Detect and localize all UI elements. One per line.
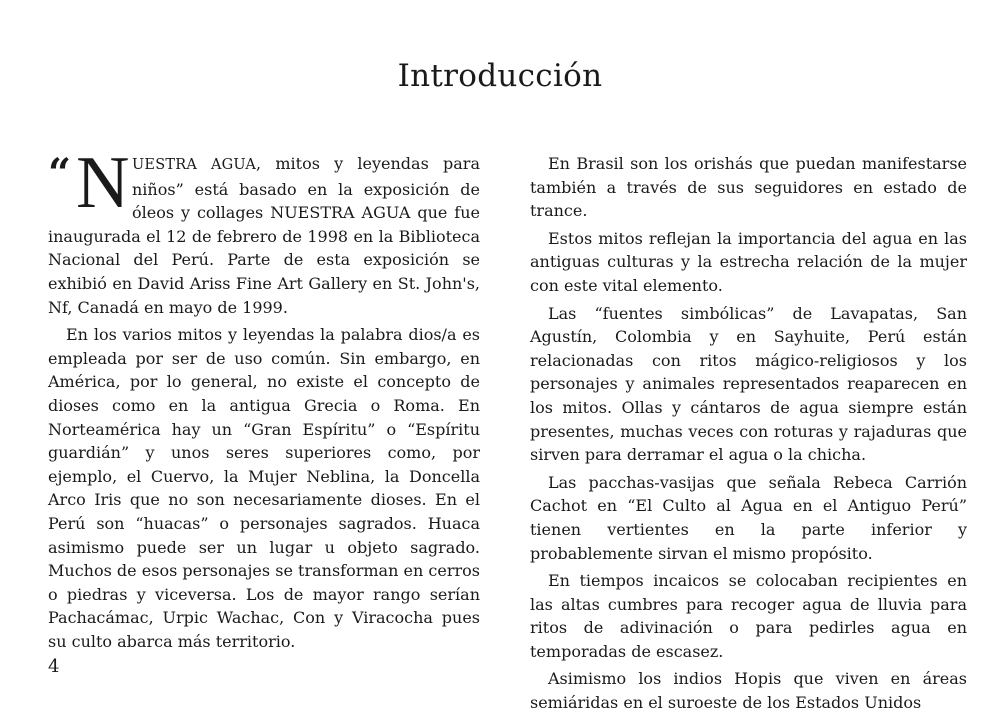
drop-cap [48,142,130,224]
paragraph-hopis: Asimismo los indios Hopis que viven en áreas semiáridas en el suroeste de los Estados Unidos [530,669,967,713]
paragraph-incaicos: En tiempos incaicos se colocaban recipientes en las altas cumbres para recoger agua de lluvia para ritos de adivinación o para pedirles agua en temporadas de escasez. [530,571,967,661]
paragraph-mitos: Estos mitos reflejan la importancia del agua en las antiguas culturas y la estrecha relación de la mujer con este vital elemento. [530,228,967,295]
drop-cap-quote: “ [48,150,72,197]
intro-text: , mitos y leyendas para niños” está basado en la exposición de óleos y collages NUESTRA AGUA que fue inaugurada el 12 de febrero de 1998 en la Biblioteca Nacional del Perú. Parte de esta exposición se exhibió en David Ariss Fine Art Gallery en St. John's, Nf, Canadá en mayo de 1999. [48,154,480,317]
intro-caps: UESTRA AGUA [132,157,257,173]
right-column [530,152,967,719]
page-title: Introducción [397,58,603,94]
paragraph-pacchas: Las pacchas-vasijas que señala Rebeca Carrión Cachot en “El Culto al Agua en el Antiguo Perú” tienen vertientes en la parte inferior y probablemente sirvan el mismo propósito. [530,472,967,563]
paragraph-fuentes: Las “fuentes simbólicas” de Lavapatas, San Agustín, Colombia y en Sayhuite, Perú están relacionadas con ritos mágico-religiosos y los personajes y animales representados reaparecen en los mitos. Ollas y cántaros de agua siempre están presentes, muchas veces con roturas y rajaduras que sirven para derramar el agua o la chicha. [530,303,967,465]
drop-cap-letter: N [76,142,130,224]
paragraph-intro [48,142,480,319]
left-column [48,142,480,657]
page-number: 4 [48,656,60,677]
paragraph-brasil: En Brasil son los orishás que puedan manifestarse también a través de sus seguidores en estado de trance. [530,154,967,221]
paragraph-dioses: En los varios mitos y leyendas la palabra dios/a es empleada por ser de uso común. Sin embargo, en América, por lo general, no existe el concepto de dioses como en la antigua Grecia o Roma. En Norteamérica hay un “Gran Espíritu” o “Espíritu guardián” y unos seres superiores como, por ejemplo, el Cuervo, la Mujer Neblina, la Doncella Arco Iris que no son necesariamente dioses. En el Perú son “huacas” o personajes sagrados. Huaca asimismo puede ser un lugar u objeto sagrado. Muchos de esos personajes se transforman en cerros o piedras y viceversa. Los de mayor rango serían Pachacámac, Urpic Wachac, Con y Viracocha pues su culto abarca más territorio. [48,325,480,651]
